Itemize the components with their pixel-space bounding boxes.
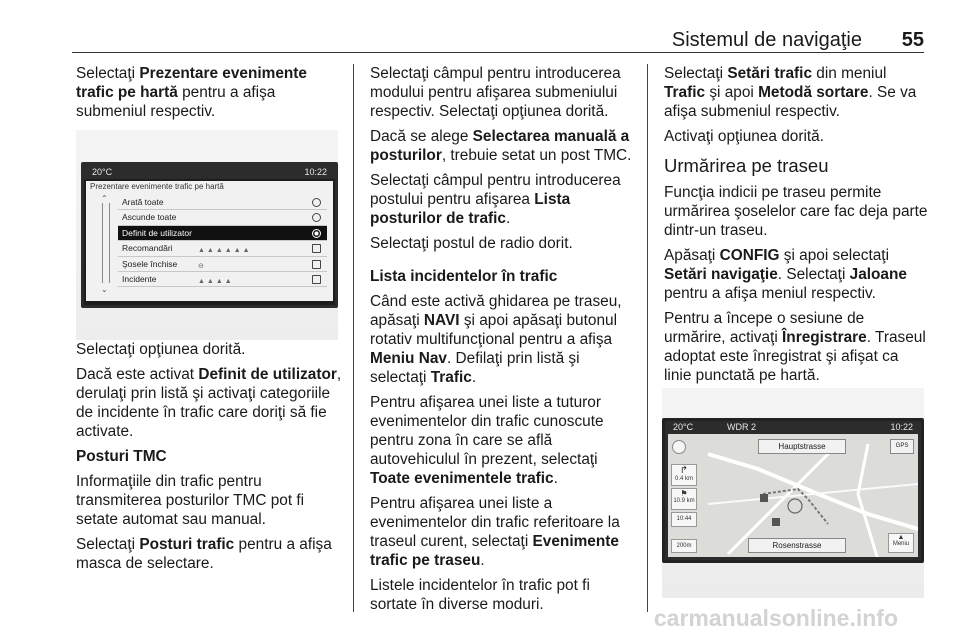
radio-icon (312, 198, 321, 207)
turn-icon: ↱ (679, 465, 689, 476)
paragraph: Listele incidentelor în trafic pot fi sortate în diverse moduri. (370, 577, 590, 613)
paragraph: Dacă este activat Definit de utilizator, derulaţi prin listă şi activaţi categoriile de incidente în trafic care doriţi să fie activate. (76, 366, 342, 440)
paragraph: Selectaţi opţiunea dorită. (76, 341, 246, 358)
menu-item[interactable]: Arată toate (118, 195, 327, 210)
flag-icon: ⚑ (680, 489, 688, 498)
infotainment-screen (662, 418, 924, 563)
traffic-category-icons: ▲▲▲▲▲▲ (198, 247, 252, 255)
paragraph: Activaţi opţiunea dorită. (664, 128, 824, 145)
radio-selected-icon (312, 229, 321, 238)
paragraph: Informaţiile din trafic pentru transmiterea posturilor TMC pot fi setate automat sau manual. (76, 473, 305, 528)
column-divider (353, 64, 354, 612)
section-heading: Urmărirea pe traseu (664, 155, 829, 176)
menu-button[interactable]: ▲ Meniu (888, 533, 914, 553)
menu-item[interactable]: Recomandări ▲▲▲▲▲▲ (118, 241, 327, 256)
column-3 (664, 64, 930, 391)
checkbox-icon (312, 260, 321, 269)
traffic-menu-screenshot (76, 130, 338, 340)
scroll-down-icon[interactable]: ⌄ (101, 285, 108, 294)
menu-item-selected[interactable]: Definit de utilizator (118, 226, 327, 241)
menu-item[interactable]: Ascunde toate (118, 210, 327, 225)
watermark: carmanualsonline.info (653, 605, 898, 631)
paragraph: Pentru afişarea unei liste a tuturor evenimentelor din trafic cunoscute pentru zona în care se află autovehiculul în prezent, selectaţi Toate evenimentele trafic. (370, 394, 604, 487)
paragraph: Pentru afişarea unei liste a evenimentelor din trafic referitoare la traseul curent, selectaţi Evenimente trafic pe traseu. (370, 495, 620, 569)
page-header (72, 26, 924, 53)
checkbox-icon (312, 244, 321, 253)
clock: 10:22 (890, 422, 913, 432)
paragraph: Selectaţi Posturi trafic pentru a afişa masca de selectare. (76, 536, 332, 572)
column-divider (647, 64, 648, 612)
gps-button[interactable]: GPS (890, 439, 914, 454)
page-title: Sistemul de navigaţie (671, 29, 862, 51)
incident-icons: ▲▲▲▲ (198, 277, 234, 285)
navigation-map-screenshot (662, 388, 924, 598)
map-scale[interactable]: 200m (671, 539, 697, 553)
scrollbar[interactable] (102, 203, 110, 283)
turn-indicator: ↱ 0.4 km (671, 464, 697, 486)
menu-list (118, 195, 327, 287)
paragraph: Dacă se alege Selectarea manuală a posturilor, trebuie setat un post TMC. (370, 128, 632, 164)
paragraph: Selectaţi câmpul pentru introducerea postului pentru afişarea Lista posturilor de trafic. (370, 172, 621, 227)
temperature: 20°C (673, 422, 694, 432)
distance-remaining: ⚑ 10.9 km (671, 488, 697, 510)
arrival-time: 10:44 (671, 512, 697, 527)
compass-icon[interactable] (672, 440, 686, 454)
radio-icon (312, 213, 321, 222)
menu-area (86, 181, 333, 301)
paragraph: Selectaţi câmpul pentru introducerea modului pentru afişarea submeniului respectiv. Selectaţi opţiunea dorită. (370, 65, 621, 120)
paragraph: Selectaţi Setări trafic din meniul Trafic şi apoi Metodă sortare. Se va afişa submeniul respectiv. (664, 65, 917, 120)
map-view[interactable] (668, 434, 918, 557)
paragraph: Când este activă ghidarea pe traseu, apăsaţi NAVI şi apoi apăsaţi butonul rotativ multifuncţional pentru a afişa Meniu Nav. Defilaţi prin listă şi selectaţi Trafic. (370, 293, 622, 386)
subheading: Lista incidentelor în trafic (370, 268, 558, 285)
infotainment-screen (81, 162, 338, 308)
subheading: Posturi TMC (76, 448, 167, 465)
checkbox-icon (312, 275, 321, 284)
status-bar (665, 421, 921, 434)
page-number: 55 (901, 29, 924, 51)
menu-title: Prezentare evenimente trafic pe hartă (90, 182, 224, 191)
current-street-label: Hauptstrasse (758, 439, 846, 454)
menu-item[interactable]: Incidente ▲▲▲▲ (118, 272, 327, 287)
menu-item[interactable]: Şosele închise ⊖ (118, 257, 327, 272)
scroll-up-icon[interactable]: ⌃ (101, 194, 108, 203)
paragraph: Selectaţi postul de radio dorit. (370, 235, 573, 252)
paragraph: Apăsaţi CONFIG şi apoi selectaţi Setări navigaţie. Selectaţi Jaloane pentru a afişa meniul respectiv. (664, 247, 907, 302)
paragraph: Pentru a începe o sesiune de urmărire, activaţi Înregistrare. Traseul adoptat este înregistrat şi afişat ca linie punctată pe hartă. (664, 310, 926, 384)
paragraph: Funcţia indicii pe traseu permite urmărirea şoselelor care fac deja parte dintr-un traseu. (664, 184, 928, 239)
clock: 10:22 (304, 167, 327, 177)
status-bar (84, 165, 335, 179)
column-2 (370, 64, 636, 620)
paragraph: Selectaţi Prezentare evenimente trafic pe hartă pentru a afişa submeniul respectiv. (76, 65, 307, 120)
temperature: 20°C (92, 167, 113, 177)
next-street-label: Rosenstrasse (748, 538, 846, 553)
radio-station: WDR 2 (727, 422, 756, 432)
road-closed-icon: ⊖ (198, 262, 206, 270)
car-icon: ▲ (897, 534, 905, 541)
